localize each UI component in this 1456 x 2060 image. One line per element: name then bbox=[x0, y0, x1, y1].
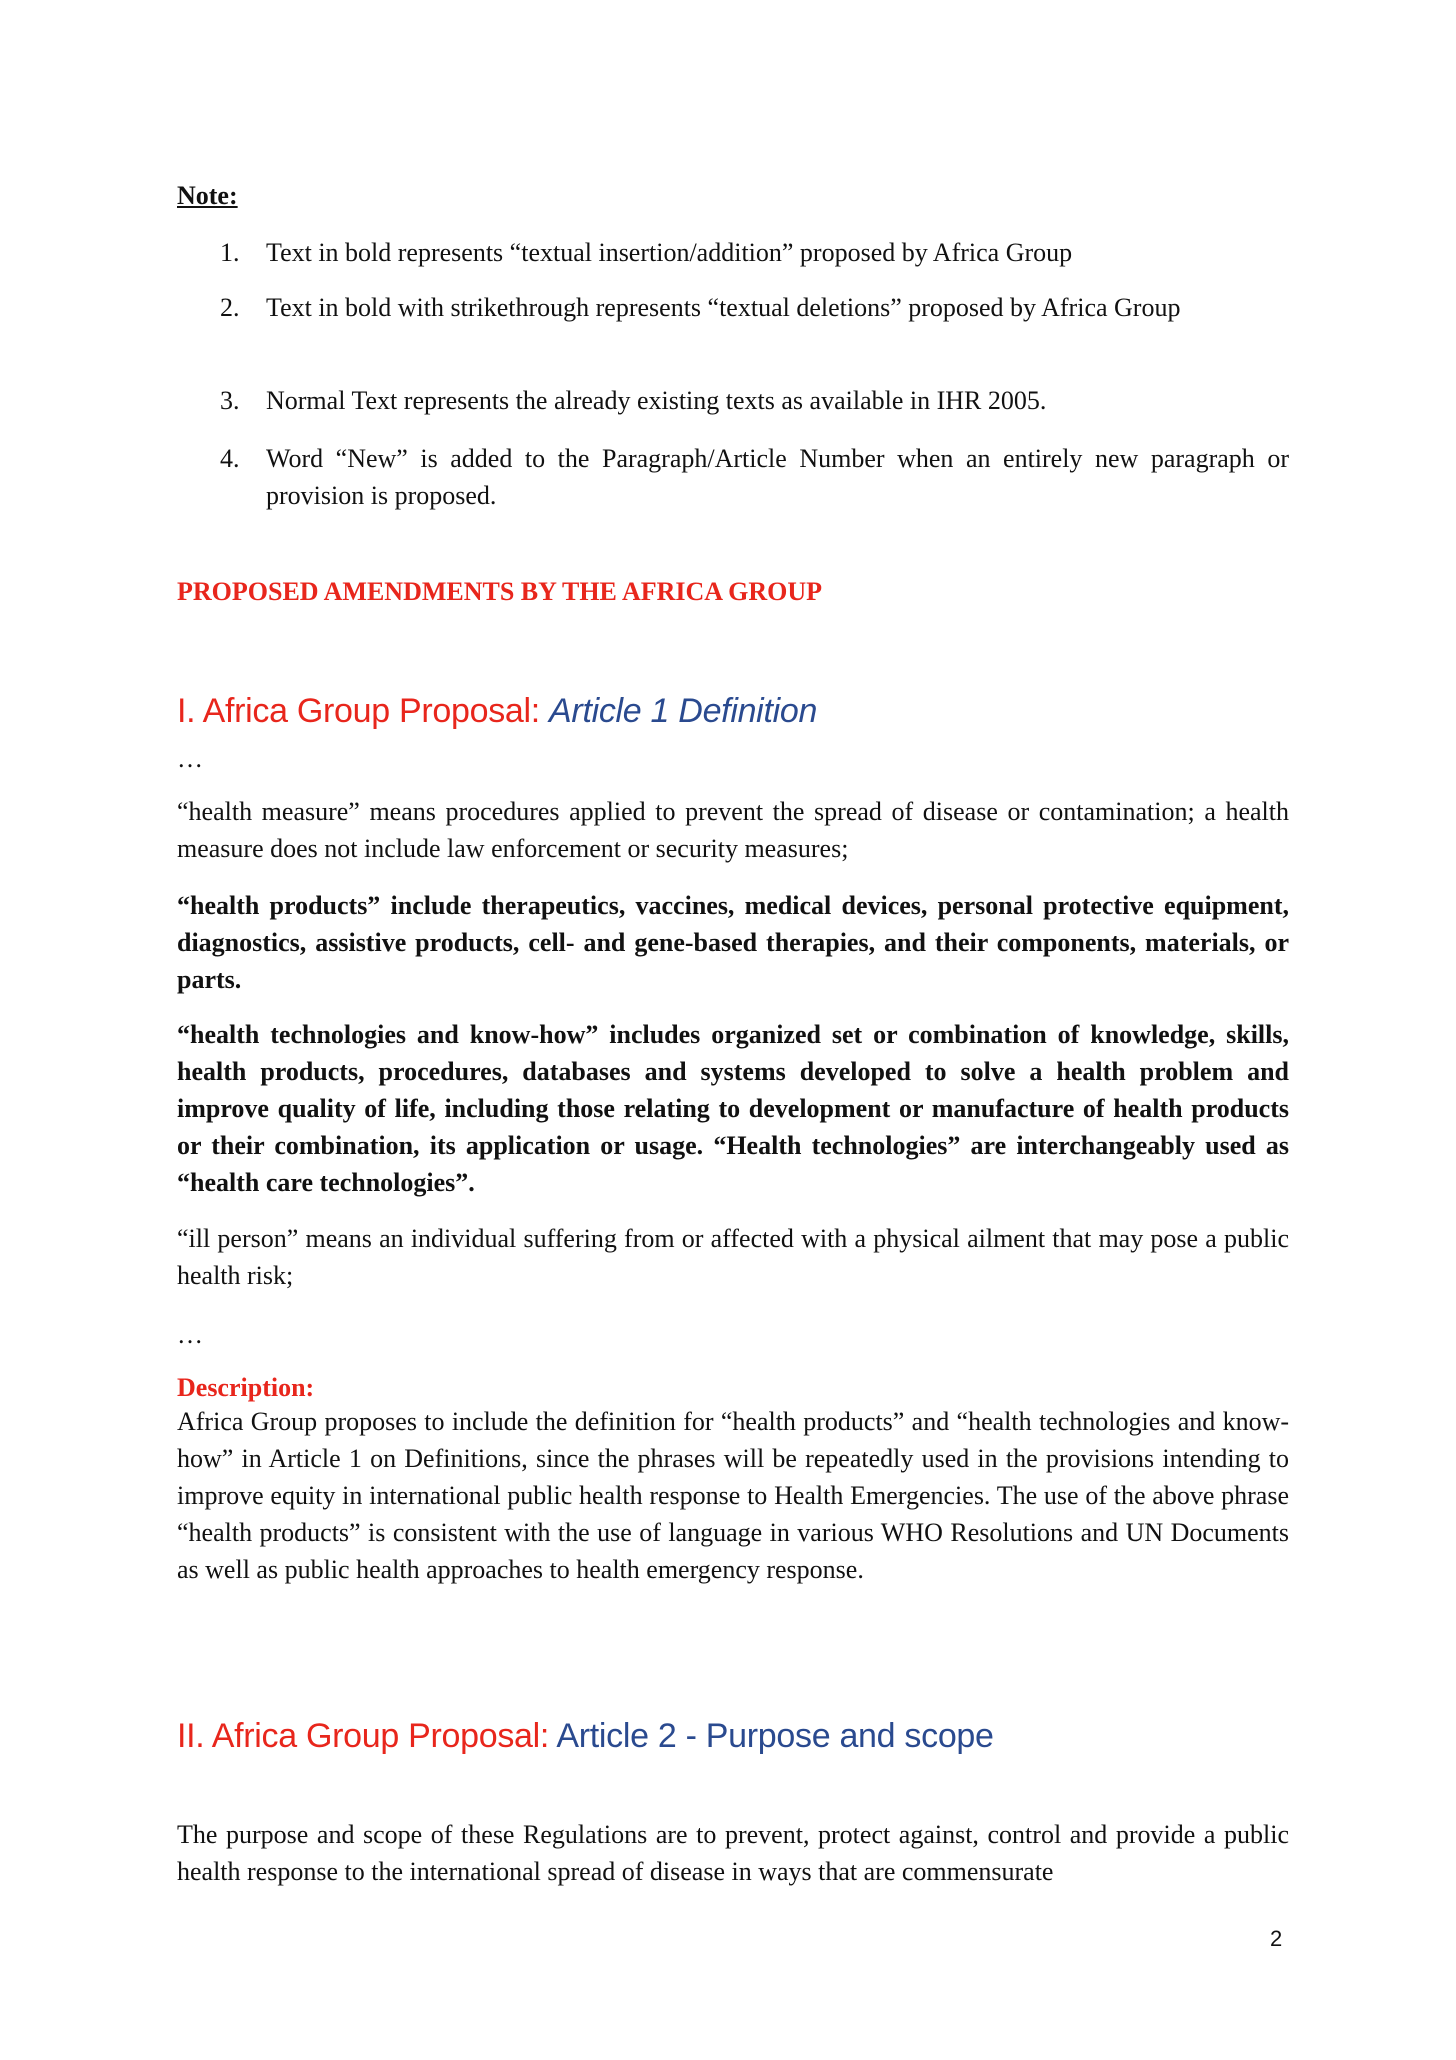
definition-health-measure: “health measure” means procedures applied to prevent the spread of disease or contamination; a health measure does not include law enforcement or security measures; bbox=[177, 797, 1289, 863]
section-title: PROPOSED AMENDMENTS BY THE AFRICA GROUP bbox=[177, 577, 823, 606]
page-number: 2 bbox=[1270, 1926, 1283, 1951]
definition-health-products: “health products” include therapeutics, vaccines, medical devices, personal protective equipment, diagnostics, assistive products, cell- and gene-based therapies, and their components, materials, or parts. bbox=[177, 891, 1289, 994]
heading-article-2: II. Africa Group Proposal: Article 2 - Purpose and scope bbox=[177, 1717, 994, 1755]
note-item: 3. Normal Text represents the already existing texts as available in IHR 2005. bbox=[220, 386, 1047, 415]
description-label: Description: bbox=[177, 1373, 315, 1402]
note-item: 1. Text in bold represents “textual insertion/addition” proposed by Africa Group bbox=[220, 238, 1073, 267]
definition-health-technologies: “health technologies and know-how” includes organized set or combination of knowledge, skills, health products, procedures, databases and systems developed to solve a health problem and improve quality of life, including those relating to development or manufacture of health products or their combination, its application or usage. “Health technologies” are interchangeably used as “health care technologies”. bbox=[177, 1020, 1289, 1197]
description-text: Africa Group proposes to include the definition for “health products” and “health technologies and know-how” in Article 1 on Definitions, since the phrases will be repeatedly used in the provisions intending to improve equity in international public health response to Health Emergencies. The use of the above phrase “health products” is consistent with the use of language in various WHO Resolutions and UN Documents as well as public health approaches to health emergency response. bbox=[177, 1407, 1289, 1584]
note-item: 2. Text in bold with strikethrough represents “textual deletions” proposed by Africa Group bbox=[220, 293, 1181, 322]
ellipsis: … bbox=[177, 744, 203, 773]
heading-article-1: I. Africa Group Proposal: Article 1 Definition bbox=[177, 692, 818, 730]
definition-ill-person: “ill person” means an individual suffering from or affected with a physical ailment that may pose a public health risk; bbox=[177, 1224, 1289, 1290]
ellipsis: … bbox=[177, 1320, 203, 1349]
note-item: 4. Word “New” is added to the Paragraph/Article Number when an entirely new paragraph or provision is proposed. bbox=[220, 444, 1289, 510]
note-label: Note: bbox=[177, 181, 238, 210]
purpose-text: The purpose and scope of these Regulations are to prevent, protect against, control and provide a public health response to the international spread of disease in ways that are commensurate bbox=[177, 1820, 1289, 1886]
